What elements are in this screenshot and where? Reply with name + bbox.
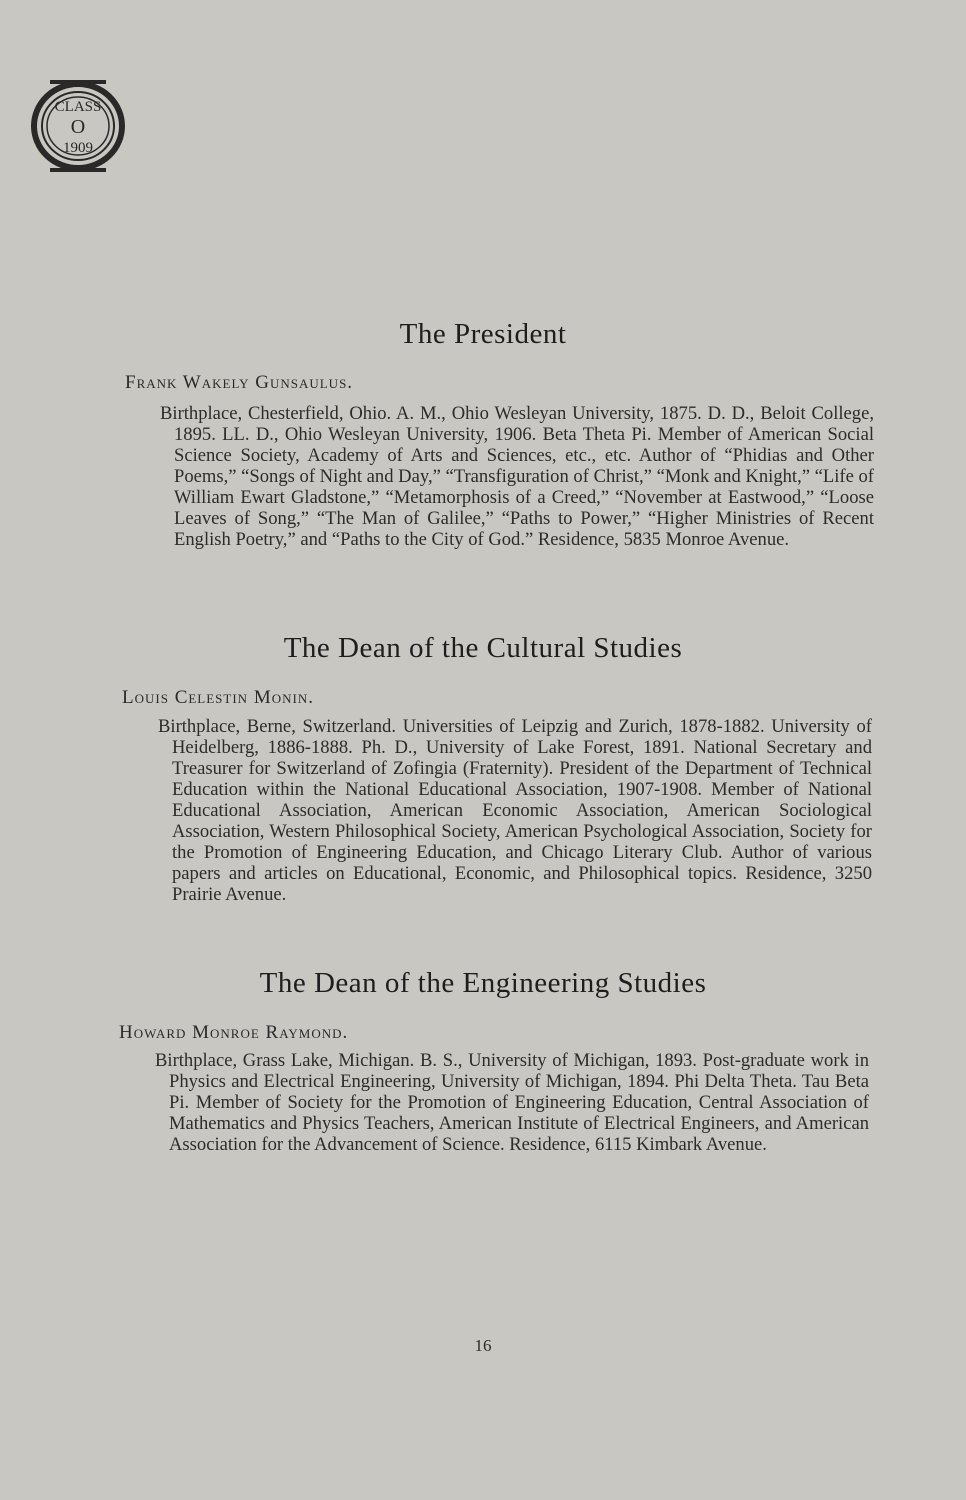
bio-president: Birthplace, Chesterfield, Ohio. A. M., Ohio Wesleyan University, 1875. D. D., Beloit College, 1895. LL. D., Ohio Wesleyan University, 1906. Beta Theta Pi. Member of American Social Science Society, Academy of Arts and Sciences, etc., etc. Author of “Phidias and Other Poems,” “Songs of Night and Day,” “Transfiguration of Christ,” “Monk and Knight,” “Life of William Ewart Gladstone,” “Metamorphosis of a Creed,” “November at Eastwood,” “Loose Leaves of Song,” “The Man of Galilee,” “Paths to Power,” “Higher Ministries of Recent English Poetry,” and “Paths to the City of God.” Residence, 5835 Monroe Avenue. <box>160 403 874 550</box>
person-name-dean-cultural: Louis Celestin Monin. <box>122 687 314 708</box>
person-name-dean-engineering: Howard Monroe Raymond. <box>119 1022 349 1043</box>
bio-dean-cultural: Birthplace, Berne, Switzerland. Universities of Leipzig and Zurich, 1878-1882. University of Heidelberg, 1886-1888. Ph. D., University of Lake Forest, 1891. National Secretary and Treasurer for Switzerland of Zofingia (Fraternity). President of the Department of Technical Education within the National Educational Association, 1907-1908. Member of National Educational Association, American Economic Association, American Sociological Association, Western Philosophical Society, American Psychological Association, Society for the Promotion of Engineering Education, and Chicago Literary Club. Author of various papers and articles on Educational, Economic, and Philosophical topics. Residence, 3250 Prairie Avenue. <box>158 716 872 905</box>
section-title-dean-cultural: The Dean of the Cultural Studies <box>283 632 683 664</box>
person-name-president: Frank Wakely Gunsaulus. <box>125 372 354 393</box>
page-number: 16 <box>474 1336 492 1355</box>
svg-text:1909: 1909 <box>63 140 93 156</box>
section-title-president: The President <box>399 318 567 350</box>
svg-text:O: O <box>70 116 86 138</box>
section-title-dean-engineering: The Dean of the Engineering Studies <box>259 967 707 999</box>
bio-dean-engineering: Birthplace, Grass Lake, Michigan. B. S., University of Michigan, 1893. Post-graduate work in Physics and Electrical Engineering, University of Michigan, 1894. Phi Delta Theta. Tau Beta Pi. Member of Society for the Promotion of Engineering Education, Central Association of Mathematics and Physics Teachers, American Institute of Electrical Engineers, and American Association for the Advancement of Science. Residence, 6115 Kimbark Avenue. <box>155 1050 869 1155</box>
svg-text:CLASS: CLASS <box>54 99 102 115</box>
class-of-1909-monogram-icon <box>28 78 128 174</box>
